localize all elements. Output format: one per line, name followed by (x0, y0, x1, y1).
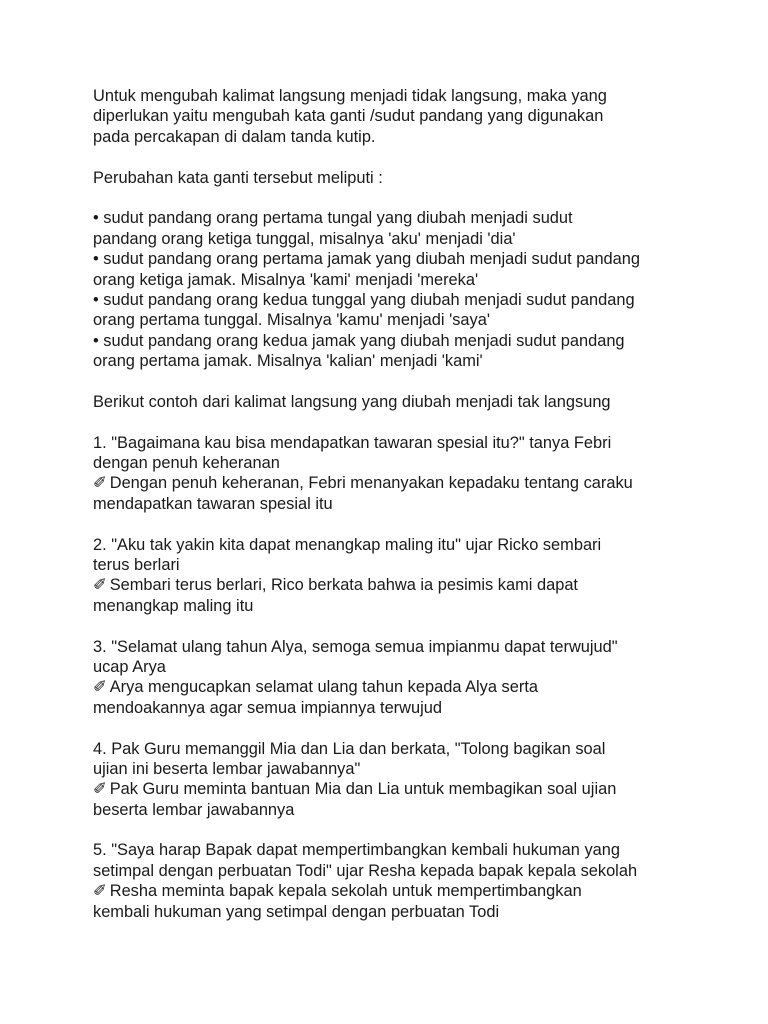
answer-text: Dengan penuh keheranan, Febri menanyakan kepadaku tentang caraku (109, 474, 633, 493)
example-3 (93, 637, 693, 719)
text-line: pada percakapan di dalam tanda kutip. (93, 127, 376, 146)
example-answer-line (93, 677, 693, 697)
text-line: diperlukan yaitu mengubah kata ganti /sudut pandang yang digunakan (93, 107, 604, 126)
example-answer-line: menangkap maling itu (93, 596, 254, 615)
example-2 (93, 535, 693, 617)
text-line: • sudut pandang orang pertama tungal yang diubah menjadi sudut (93, 209, 573, 228)
document-page (93, 86, 693, 922)
answer-text: Arya mengucapkan selamat ulang tahun kepada Alya serta (109, 678, 538, 697)
example-4 (93, 739, 693, 821)
pencil-icon: ✐ (93, 882, 107, 901)
text-line: • sudut pandang orang kedua jamak yang diubah menjadi sudut pandang (93, 331, 625, 350)
example-answer-line (93, 881, 693, 901)
examples-heading: Berikut contoh dari kalimat langsung yang diubah menjadi tak langsung (93, 392, 611, 411)
example-answer-line: mendapatkan tawaran spesial itu (93, 494, 333, 513)
answer-text: Pak Guru meminta bantuan Mia dan Lia untuk membagikan soal ujian (109, 780, 617, 799)
example-question-line: 5. "Saya harap Bapak dapat mempertimbangkan kembali hukuman yang (93, 841, 620, 860)
text-line: pandang orang ketiga tunggal, misalnya 'aku' menjadi 'dia' (93, 229, 516, 248)
pencil-icon: ✐ (93, 474, 107, 493)
example-question-line: setimpal dengan perbuatan Todi" ujar Resha kepada bapak kepala sekolah (93, 861, 638, 880)
intro-paragraph (93, 86, 693, 147)
text-line: Untuk mengubah kalimat langsung menjadi tidak langsung, maka yang (93, 87, 607, 105)
example-answer-line (93, 473, 693, 493)
example-answer-line (93, 575, 693, 595)
pencil-icon: ✐ (93, 678, 107, 697)
example-question-line: 4. Pak Guru memanggil Mia dan Lia dan berkata, "Tolong bagikan soal (93, 739, 606, 758)
text-line: orang pertama tunggal. Misalnya 'kamu' menjadi 'saya' (93, 311, 490, 330)
example-5 (93, 840, 693, 922)
pencil-icon: ✐ (93, 780, 107, 799)
example-question-line: ucap Arya (93, 657, 166, 676)
text-line: • sudut pandang orang kedua tunggal yang diubah menjadi sudut pandang (93, 290, 635, 309)
example-answer-line: kembali hukuman yang setimpal dengan perbuatan Todi (93, 902, 500, 921)
example-question-line: 2. "Aku tak yakin kita dapat menangkap maling itu" ujar Ricko sembari (93, 535, 602, 554)
example-question-line: ujian ini beserta lembar jawabannya" (93, 759, 361, 778)
example-question-line: 1. "Bagaimana kau bisa mendapatkan tawaran spesial itu?" tanya Febri (93, 433, 612, 452)
example-question-line: 3. "Selamat ulang tahun Alya, semoga semua impianmu dapat terwujud" (93, 637, 618, 656)
example-1 (93, 433, 693, 515)
example-answer-line: beserta lembar jawabannya (93, 800, 295, 819)
text-line: orang ketiga jamak. Misalnya 'kami' menjadi 'mereka' (93, 270, 479, 289)
example-question-line: dengan penuh keheranan (93, 454, 280, 473)
pencil-icon: ✐ (93, 576, 107, 595)
example-answer-line (93, 779, 693, 799)
text-line: orang pertama jamak. Misalnya 'kalian' menjadi 'kami' (93, 352, 483, 371)
answer-text: Resha meminta bapak kepala sekolah untuk mempertimbangkan (109, 882, 582, 901)
example-answer-line: mendoakannya agar semua impiannya terwujud (93, 698, 442, 717)
bullet-list (93, 208, 693, 371)
example-question-line: terus berlari (93, 555, 180, 574)
answer-text: Sembari terus berlari, Rico berkata bahwa ia pesimis kami dapat (109, 576, 578, 595)
changes-heading: Perubahan kata ganti tersebut meliputi : (93, 168, 383, 187)
text-line: • sudut pandang orang pertama jamak yang diubah menjadi sudut pandang (93, 250, 641, 269)
